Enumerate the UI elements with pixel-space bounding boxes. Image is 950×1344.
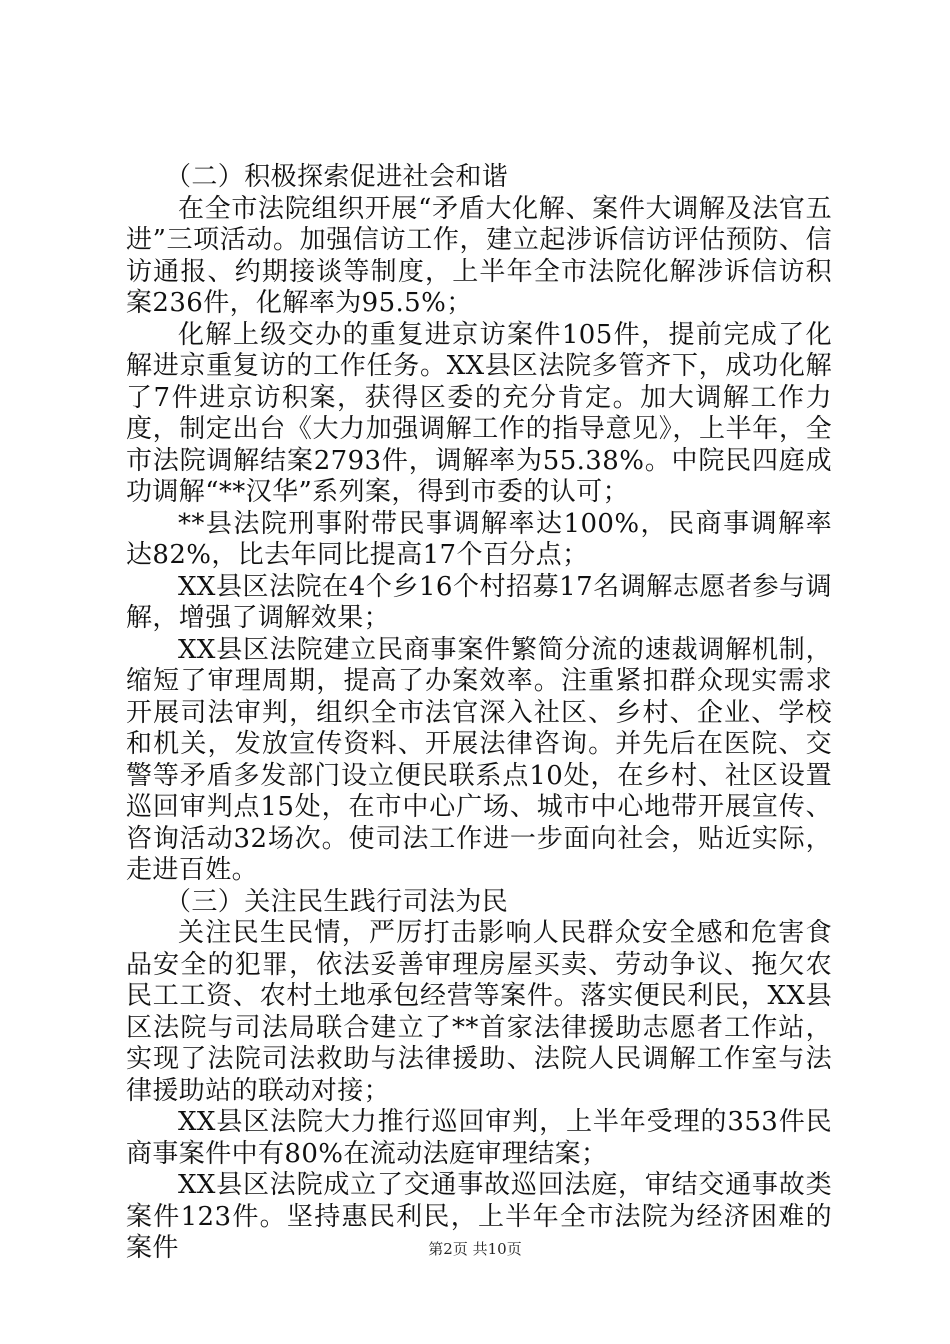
section-heading-3: （三）关注民生践行司法为民 [165,886,509,917]
paragraph: XX县区法院在4个乡16个村招募17名调解志愿者参与调解，增强了调解效果； [126,571,832,633]
paragraph: XX县区法院成立了交通事故巡回法庭，审结交通事故类案件123件。坚持惠民利民，上半年全市法院为经济困难的案件 [126,1170,832,1263]
paragraph: XX县区法院大力推行巡回审判，上半年受理的353件民商事案件中有80%在流动法庭审理结案； [126,1107,832,1169]
paragraph: 化解上级交办的重复进京访案件105件，提前完成了化解进京重复访的工作任务。XX县区法院多管齐下，成功化解了7件进京访积案，获得区委的充分肯定。加大调解工作力度，制定出台《大力加强调解工作的指导意见》，上半年，全市法院调解结案2793件，调解率为55.38%。中院民四庭成功调解“**汉华”系列案，得到市委的认可； [126,319,832,507]
paragraph: 关注民生民情，严厉打击影响人民群众安全感和危害食品安全的犯罪，依法妥善审理房屋买卖、劳动争议、拖欠农民工工资、农村土地承包经营等案件。落实便民利民，XX县区法院与司法局联合建立了**首家法律援助志愿者工作站，实现了法院司法救助与法律援助、法院人民调解工作室与法律援助站的联动对接； [126,918,832,1106]
page-number-footer: 第2页 共10页 [428,1240,522,1258]
paragraph: XX县区法院建立民商事案件繁简分流的速裁调解机制，缩短了审理周期，提高了办案效率。注重紧扣群众现实需求开展司法审判，组织全市法官深入社区、乡村、企业、学校和机关，发放宣传资料、开展法律咨询。并先后在医院、交警等矛盾多发部门设立便民联系点10处，在乡村、社区设置巡回审判点15处，在市中心广场、城市中心地带开展宣传、咨询活动32场次。使司法工作进一步面向社会，贴近实际，走进百姓。 [126,634,832,885]
paragraph: **县法院刑事附带民事调解率达100%，民商事调解率达82%，比去年同比提高17个百分点； [126,508,832,570]
document-body [126,162,832,1265]
section-heading-2: （二）积极探索促进社会和谐 [165,162,509,192]
paragraph: 在全市法院组织开展“矛盾大化解、案件大调解及法官五进”三项活动。加强信访工作，建立起涉诉信访评估预防、信访通报、约期接谈等制度，上半年全市法院化解涉诉信访积案236件，化解率为95.5%； [126,193,832,318]
